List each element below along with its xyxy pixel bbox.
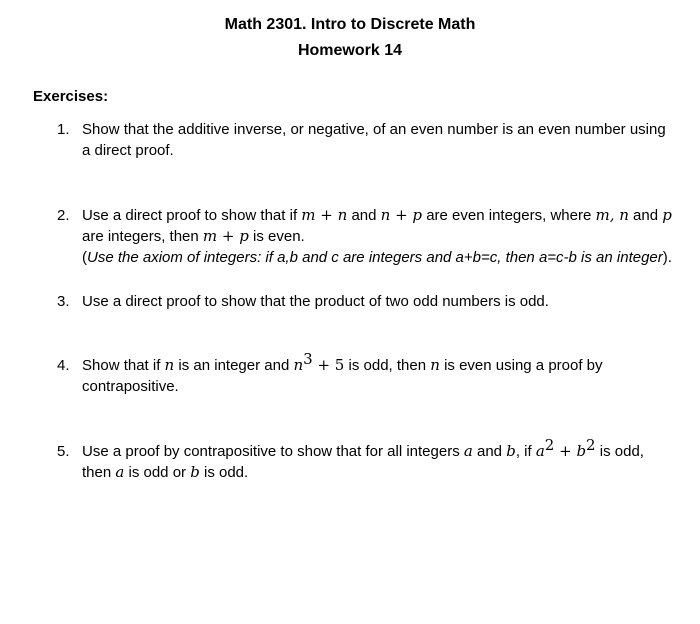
exercise-text-span: Use a direct proof to show that the product of two odd numbers is odd. [82, 293, 549, 310]
text-segment: , if [515, 443, 536, 460]
text-segment: are even integers, where [422, 207, 596, 224]
math-expression: a [463, 442, 473, 460]
math-expression: a [535, 442, 545, 460]
math-expression: a [115, 463, 125, 481]
text-segment: is odd or [124, 464, 191, 481]
text-segment: are integers, then [82, 228, 203, 245]
exercise-number: 5. [57, 443, 70, 460]
math-expression: n [164, 356, 175, 374]
text-segment: Use a direct proof to show that if [82, 207, 302, 224]
exercises-heading: Exercises: [33, 88, 109, 105]
text-segment: and [628, 207, 663, 224]
math-expression: b [576, 442, 587, 460]
math-expression: m, n [595, 206, 629, 224]
math-expression: n + p [380, 206, 423, 224]
exercise-number: 4. [57, 357, 70, 374]
text-segment: is odd, then [344, 357, 431, 374]
math-exponent: 2 [586, 436, 596, 454]
exercise-text [82, 205, 672, 268]
integer-axiom-hint: Use the axiom of integers: if a,b and c are integers and a+b=c, then a=c-b is an integer [87, 249, 663, 266]
course-title: Math 2301. Intro to Discrete Math [224, 16, 476, 33]
math-expression: + 5 [312, 356, 345, 374]
exercise-text [82, 291, 672, 312]
text-segment: and [347, 207, 381, 224]
math-expression: m + p [202, 227, 249, 245]
exercise-number: 3. [57, 293, 70, 310]
text-segment: is an integer and [174, 357, 294, 374]
hint-close-paren: ). [662, 249, 672, 266]
exercise-text [82, 436, 672, 483]
text-segment: is even using a proof by contrapositive. [82, 357, 603, 395]
exercise-text-span: Show that the additive inverse, or negative, of an even number is an even number using a direct proof. [82, 121, 666, 159]
hint-open-paren: ( [82, 249, 87, 266]
text-segment: is odd, then [82, 443, 644, 481]
math-expression: n [293, 356, 304, 374]
math-expression: n [430, 356, 440, 374]
exercise-number: 1. [57, 121, 70, 138]
math-expression: m + n [301, 206, 348, 224]
exercise-text [82, 119, 672, 161]
homework-title: Homework 14 [297, 42, 403, 59]
exercise-text [82, 350, 672, 397]
math-expression: p [662, 206, 672, 224]
math-expression: b [190, 463, 200, 481]
text-segment: Show that if [82, 357, 165, 374]
text-segment: is even. [248, 228, 305, 245]
math-expression: + [554, 442, 577, 460]
math-expression: b [506, 442, 516, 460]
exercise-number: 2. [57, 207, 70, 224]
text-segment: Use a proof by contrapositive to show that for all integers [82, 443, 464, 460]
math-exponent: 3 [303, 350, 313, 368]
math-exponent: 2 [544, 436, 555, 454]
document-header [0, 12, 700, 64]
text-segment: is odd. [199, 464, 249, 481]
text-segment: and [472, 443, 507, 460]
